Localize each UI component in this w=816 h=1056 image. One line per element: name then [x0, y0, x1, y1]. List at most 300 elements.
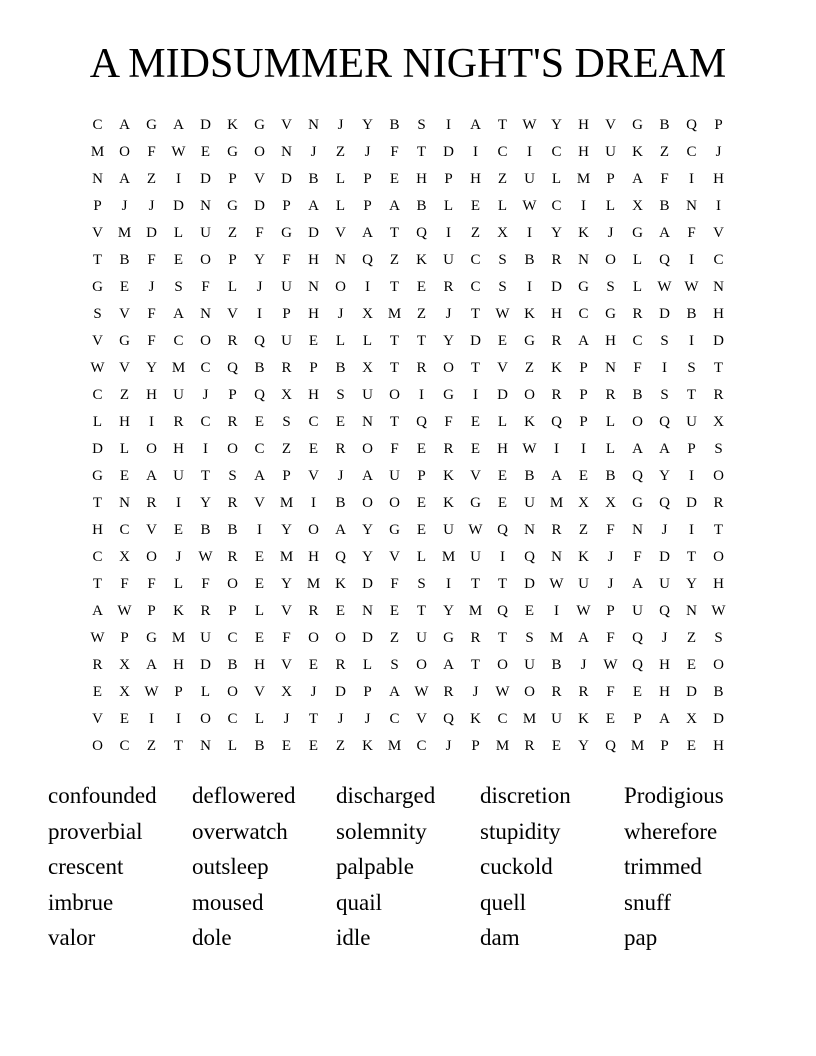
- grid-letter: M: [279, 495, 294, 511]
- grid-letter: I: [257, 306, 262, 322]
- grid-letter: E: [416, 495, 427, 511]
- grid-letter: P: [228, 603, 237, 619]
- grid-letter: W: [603, 657, 618, 673]
- grid-letter: J: [283, 711, 290, 727]
- grid-letter: V: [713, 225, 724, 241]
- grid-letter: K: [416, 252, 427, 268]
- grid-letter: C: [632, 333, 643, 349]
- grid-letter: D: [335, 684, 346, 700]
- grid-letter: J: [337, 468, 344, 484]
- grid-letter: M: [495, 738, 510, 754]
- grid-letter: L: [173, 225, 184, 241]
- grid-letter: D: [200, 117, 211, 133]
- grid-letter: W: [117, 603, 132, 619]
- grid-letter: M: [387, 738, 402, 754]
- grid-letter: S: [714, 441, 723, 457]
- grid-letter: J: [148, 198, 155, 214]
- grid-letter: C: [686, 144, 697, 160]
- grid-letter: E: [281, 738, 292, 754]
- grid-letter: A: [389, 198, 400, 214]
- grid-letter: T: [470, 306, 481, 322]
- grid-letter: O: [254, 144, 265, 160]
- grid-letter: K: [443, 468, 454, 484]
- grid-letter: M: [576, 171, 591, 187]
- grid-letter: X: [497, 225, 508, 241]
- grid-letter: J: [472, 684, 479, 700]
- grid-letter: A: [173, 117, 184, 133]
- grid-letter: W: [198, 549, 213, 565]
- grid-letter: D: [146, 225, 157, 241]
- grid-letter: G: [389, 522, 400, 538]
- grid-letter: M: [549, 630, 564, 646]
- grid-letter: T: [713, 360, 724, 376]
- grid-letter: E: [173, 522, 184, 538]
- grid-letter: L: [227, 279, 238, 295]
- grid-letter: L: [335, 171, 346, 187]
- grid-letter: C: [389, 711, 400, 727]
- grid-letter: C: [92, 549, 103, 565]
- grid-letter: G: [227, 144, 238, 160]
- grid-letter: W: [495, 306, 510, 322]
- grid-letter: L: [443, 198, 454, 214]
- grid-letter: V: [308, 468, 319, 484]
- grid-letter: N: [362, 603, 373, 619]
- grid-letter: H: [308, 306, 319, 322]
- grid-letter: T: [173, 738, 184, 754]
- grid-letter: V: [389, 549, 400, 565]
- word-list-item: crescent: [48, 854, 124, 879]
- grid-letter: C: [470, 252, 481, 268]
- grid-letter: Z: [389, 630, 400, 646]
- grid-letter: O: [389, 495, 400, 511]
- grid-letter: H: [308, 549, 319, 565]
- grid-letter: O: [308, 522, 319, 538]
- grid-letter: C: [200, 414, 211, 430]
- grid-letter: W: [90, 630, 105, 646]
- grid-letter: F: [120, 576, 129, 592]
- word-list-item: idle: [336, 925, 371, 950]
- grid-letter: W: [522, 198, 537, 214]
- grid-letter: R: [551, 387, 562, 403]
- grid-letter: L: [227, 738, 238, 754]
- word-list-item: Prodigious: [624, 783, 724, 808]
- grid-letter: O: [227, 576, 238, 592]
- grid-letter: N: [200, 738, 211, 754]
- grid-letter: V: [254, 684, 265, 700]
- grid-letter: I: [203, 441, 208, 457]
- grid-letter: V: [254, 495, 265, 511]
- grid-letter: B: [524, 252, 535, 268]
- grid-letter: R: [524, 738, 535, 754]
- grid-letter: U: [605, 144, 616, 160]
- grid-letter: J: [202, 387, 209, 403]
- grid-letter: R: [605, 387, 616, 403]
- grid-letter: A: [578, 630, 589, 646]
- grid-letter: V: [470, 468, 481, 484]
- grid-letter: I: [554, 441, 559, 457]
- grid-letter: O: [227, 684, 238, 700]
- grid-letter: E: [254, 549, 265, 565]
- grid-letter: A: [443, 657, 454, 673]
- grid-letter: O: [389, 387, 400, 403]
- grid-letter: D: [443, 144, 454, 160]
- grid-letter: Y: [551, 117, 562, 133]
- grid-letter: U: [551, 711, 562, 727]
- grid-letter: X: [605, 495, 616, 511]
- grid-letter: C: [713, 252, 724, 268]
- grid-letter: Z: [335, 738, 346, 754]
- grid-letter: V: [146, 522, 157, 538]
- grid-letter: K: [443, 495, 454, 511]
- grid-letter: R: [227, 414, 238, 430]
- grid-letter: I: [581, 198, 586, 214]
- grid-letter: P: [282, 468, 291, 484]
- word-list-item: moused: [192, 889, 264, 915]
- grid-letter: R: [335, 441, 346, 457]
- grid-letter: R: [551, 684, 562, 700]
- grid-letter: T: [470, 657, 481, 673]
- grid-letter: N: [686, 198, 697, 214]
- grid-letter: V: [497, 360, 508, 376]
- grid-letter: W: [468, 522, 483, 538]
- grid-letter: K: [551, 360, 562, 376]
- grid-letter: O: [713, 657, 724, 673]
- grid-letter: V: [416, 711, 427, 727]
- grid-letter: V: [227, 306, 238, 322]
- grid-letter: S: [660, 333, 669, 349]
- grid-letter: G: [92, 468, 103, 484]
- grid-letter: M: [549, 495, 564, 511]
- grid-letter: G: [632, 117, 643, 133]
- grid-letter: H: [416, 171, 427, 187]
- grid-letter: Z: [146, 171, 157, 187]
- grid-letter: Z: [470, 225, 481, 241]
- grid-letter: X: [119, 549, 130, 565]
- grid-letter: F: [390, 144, 399, 160]
- grid-letter: E: [200, 144, 211, 160]
- grid-letter: W: [414, 684, 429, 700]
- grid-letter: R: [632, 306, 643, 322]
- grid-letter: G: [443, 630, 454, 646]
- grid-letter: N: [200, 198, 211, 214]
- grid-letter: U: [443, 252, 454, 268]
- grid-letter: B: [254, 738, 265, 754]
- grid-letter: G: [605, 306, 616, 322]
- grid-letter: K: [578, 225, 589, 241]
- grid-letter: O: [713, 549, 724, 565]
- grid-letter: L: [605, 198, 616, 214]
- grid-letter: R: [227, 333, 238, 349]
- grid-letter: H: [308, 387, 319, 403]
- grid-letter: I: [446, 117, 451, 133]
- grid-letter: E: [389, 603, 400, 619]
- word-list-item: proverbial: [48, 818, 143, 844]
- grid-letter: S: [390, 657, 399, 673]
- grid-letter: F: [147, 333, 156, 349]
- grid-letter: I: [689, 252, 694, 268]
- grid-letter: R: [146, 495, 157, 511]
- grid-letter: T: [416, 333, 427, 349]
- grid-letter: T: [92, 576, 103, 592]
- grid-letter: T: [92, 252, 103, 268]
- grid-letter: W: [171, 144, 186, 160]
- grid-letter: G: [119, 333, 130, 349]
- grid-letter: L: [254, 603, 265, 619]
- grid-letter: M: [306, 576, 321, 592]
- grid-letter: E: [335, 414, 346, 430]
- grid-letter: H: [578, 144, 589, 160]
- grid-letter: D: [713, 711, 724, 727]
- grid-letter: Y: [281, 522, 292, 538]
- grid-letter: R: [713, 495, 724, 511]
- grid-letter: N: [308, 117, 319, 133]
- grid-letter: F: [147, 144, 156, 160]
- grid-letter: F: [147, 306, 156, 322]
- grid-letter: U: [632, 603, 643, 619]
- grid-letter: L: [362, 657, 373, 673]
- grid-letter: D: [308, 225, 319, 241]
- grid-letter: J: [121, 198, 128, 214]
- grid-letter: J: [175, 549, 182, 565]
- grid-letter: P: [606, 603, 615, 619]
- grid-letter: Q: [254, 387, 265, 403]
- grid-letter: F: [633, 360, 642, 376]
- grid-letter: J: [607, 225, 614, 241]
- grid-letter: U: [416, 630, 427, 646]
- grid-letter: I: [176, 711, 181, 727]
- grid-letter: H: [605, 333, 616, 349]
- grid-letter: S: [417, 117, 426, 133]
- grid-letter: R: [308, 603, 319, 619]
- grid-letter: F: [633, 549, 642, 565]
- grid-letter: O: [200, 252, 211, 268]
- grid-letter: J: [445, 306, 452, 322]
- grid-letter: G: [443, 387, 454, 403]
- grid-letter: Q: [632, 657, 643, 673]
- grid-letter: B: [119, 252, 130, 268]
- word-list-item: overwatch: [192, 818, 288, 844]
- grid-letter: I: [311, 495, 316, 511]
- grid-letter: R: [227, 495, 238, 511]
- word-list-item: wherefore: [624, 818, 718, 844]
- word-list-item: quail: [336, 889, 382, 915]
- grid-letter: B: [713, 684, 724, 700]
- grid-letter: G: [632, 225, 643, 241]
- grid-letter: U: [389, 468, 400, 484]
- grid-letter: L: [497, 198, 508, 214]
- grid-letter: L: [551, 171, 562, 187]
- grid-letter: A: [308, 198, 319, 214]
- grid-letter: Y: [443, 333, 454, 349]
- grid-letter: T: [686, 549, 697, 565]
- grid-letter: H: [254, 657, 265, 673]
- grid-letter: K: [524, 414, 535, 430]
- grid-letter: N: [335, 252, 346, 268]
- grid-letter: S: [336, 387, 345, 403]
- grid-letter: W: [90, 360, 105, 376]
- grid-letter: B: [335, 495, 346, 511]
- grid-letter: Z: [281, 441, 292, 457]
- grid-letter: M: [90, 144, 105, 160]
- grid-letter: G: [254, 117, 265, 133]
- grid-letter: G: [92, 279, 103, 295]
- grid-letter: D: [470, 333, 481, 349]
- grid-letter: N: [578, 252, 589, 268]
- grid-letter: Z: [686, 630, 697, 646]
- grid-letter: E: [173, 252, 184, 268]
- grid-letter: A: [578, 333, 589, 349]
- grid-letter: P: [93, 198, 102, 214]
- grid-letter: M: [441, 549, 456, 565]
- grid-letter: F: [282, 252, 291, 268]
- grid-letter: P: [174, 684, 183, 700]
- grid-letter: R: [551, 252, 562, 268]
- grid-letter: L: [92, 414, 103, 430]
- grid-letter: E: [254, 576, 265, 592]
- grid-letter: P: [606, 171, 615, 187]
- grid-letter: X: [119, 684, 130, 700]
- grid-letter: B: [200, 522, 211, 538]
- grid-letter: F: [201, 576, 210, 592]
- grid-letter: H: [578, 117, 589, 133]
- grid-letter: Q: [632, 630, 643, 646]
- grid-letter: Q: [335, 549, 346, 565]
- grid-letter: Y: [362, 549, 373, 565]
- grid-letter: V: [281, 117, 292, 133]
- grid-letter: A: [389, 684, 400, 700]
- grid-letter: C: [497, 711, 508, 727]
- grid-letter: P: [579, 360, 588, 376]
- grid-letter: L: [632, 252, 643, 268]
- grid-letter: T: [389, 360, 400, 376]
- grid-letter: U: [659, 576, 670, 592]
- grid-letter: N: [92, 171, 103, 187]
- grid-letter: O: [146, 549, 157, 565]
- grid-letter: R: [551, 522, 562, 538]
- grid-letter: L: [254, 711, 265, 727]
- grid-letter: P: [660, 738, 669, 754]
- grid-letter: M: [630, 738, 645, 754]
- grid-letter: D: [497, 387, 508, 403]
- grid-letter: Q: [362, 252, 373, 268]
- grid-letter: I: [176, 495, 181, 511]
- grid-letter: B: [227, 522, 238, 538]
- grid-letter: J: [580, 657, 587, 673]
- grid-letter: H: [659, 657, 670, 673]
- grid-letter: Y: [659, 468, 670, 484]
- grid-letter: K: [173, 603, 184, 619]
- grid-letter: J: [310, 144, 317, 160]
- grid-letter: D: [551, 279, 562, 295]
- grid-letter: H: [497, 441, 508, 457]
- grid-letter: A: [335, 522, 346, 538]
- grid-letter: Z: [416, 306, 427, 322]
- word-list-item: stupidity: [480, 818, 561, 844]
- grid-letter: I: [176, 171, 181, 187]
- grid-letter: C: [227, 630, 238, 646]
- grid-letter: G: [524, 333, 535, 349]
- grid-letter: J: [364, 144, 371, 160]
- grid-letter: J: [337, 117, 344, 133]
- grid-letter: D: [173, 198, 184, 214]
- grid-letter: I: [473, 387, 478, 403]
- grid-letter: I: [149, 414, 154, 430]
- grid-letter: P: [714, 117, 723, 133]
- grid-letter: R: [281, 360, 292, 376]
- grid-letter: O: [416, 657, 427, 673]
- grid-letter: E: [308, 657, 319, 673]
- grid-letter: U: [281, 279, 292, 295]
- grid-letter: E: [254, 414, 265, 430]
- grid-letter: O: [227, 441, 238, 457]
- grid-letter: Q: [524, 549, 535, 565]
- grid-letter: U: [362, 387, 373, 403]
- grid-letter: J: [715, 144, 722, 160]
- grid-letter: O: [335, 630, 346, 646]
- grid-letter: C: [119, 738, 130, 754]
- grid-letter: I: [365, 279, 370, 295]
- word-list-item: solemnity: [336, 818, 427, 844]
- grid-letter: C: [92, 117, 103, 133]
- grid-letter: J: [661, 522, 668, 538]
- grid-letter: E: [119, 279, 130, 295]
- grid-letter: H: [92, 522, 103, 538]
- word-list-item: discretion: [480, 783, 571, 808]
- grid-letter: U: [524, 171, 535, 187]
- grid-letter: P: [228, 387, 237, 403]
- grid-letter: U: [200, 225, 211, 241]
- grid-letter: E: [470, 198, 481, 214]
- grid-letter: G: [146, 117, 157, 133]
- grid-letter: Y: [146, 360, 157, 376]
- grid-letter: F: [606, 630, 615, 646]
- grid-letter: K: [470, 711, 481, 727]
- grid-letter: P: [417, 468, 426, 484]
- grid-letter: F: [390, 576, 399, 592]
- word-list-item: confounded: [48, 783, 157, 808]
- grid-letter: O: [200, 711, 211, 727]
- grid-letter: R: [443, 441, 454, 457]
- grid-letter: P: [363, 684, 372, 700]
- grid-letter: O: [200, 333, 211, 349]
- grid-letter: E: [308, 738, 319, 754]
- grid-letter: A: [173, 306, 184, 322]
- page-title: A MIDSUMMER NIGHT'S DREAM: [89, 41, 727, 87]
- grid-letter: Y: [362, 522, 373, 538]
- grid-letter: X: [281, 684, 292, 700]
- grid-letter: E: [497, 468, 508, 484]
- grid-letter: P: [120, 630, 129, 646]
- grid-letter: W: [576, 603, 591, 619]
- grid-letter: I: [473, 144, 478, 160]
- grid-letter: H: [173, 441, 184, 457]
- grid-letter: D: [281, 171, 292, 187]
- grid-letter: H: [713, 306, 724, 322]
- grid-letter: X: [281, 387, 292, 403]
- grid-letter: A: [146, 657, 157, 673]
- grid-letter: S: [93, 306, 102, 322]
- grid-letter: Q: [659, 252, 670, 268]
- grid-letter: J: [148, 279, 155, 295]
- grid-letter: O: [119, 144, 130, 160]
- grid-letter: L: [605, 441, 616, 457]
- grid-letter: I: [527, 225, 532, 241]
- grid-letter: B: [551, 657, 562, 673]
- grid-letter: C: [92, 387, 103, 403]
- grid-letter: I: [527, 144, 532, 160]
- grid-letter: C: [308, 414, 319, 430]
- grid-letter: E: [389, 171, 400, 187]
